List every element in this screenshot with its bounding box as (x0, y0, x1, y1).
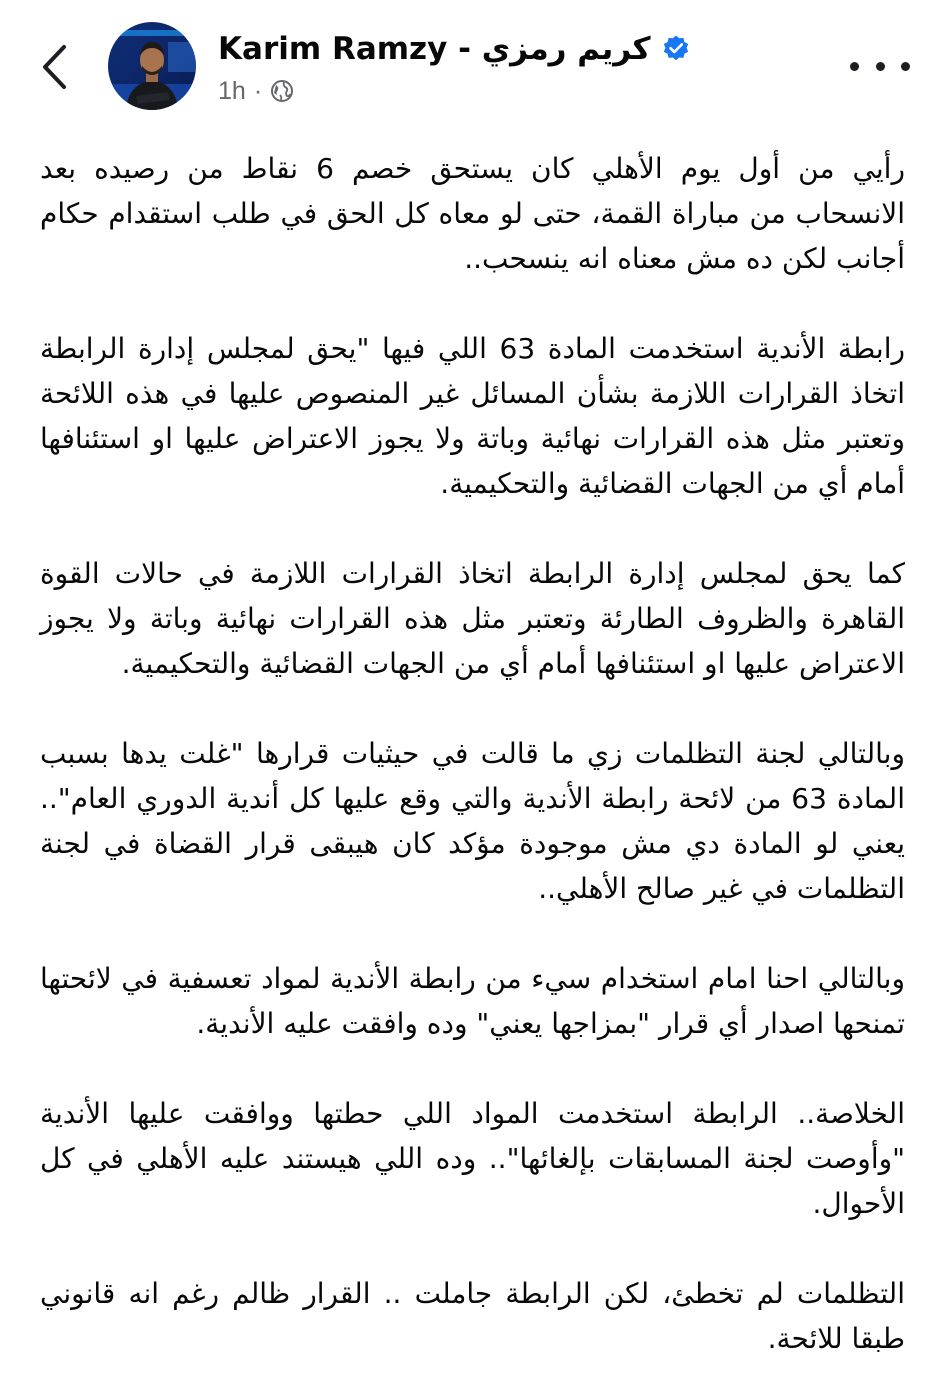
avatar[interactable] (108, 22, 196, 110)
meta-separator: · (253, 76, 263, 105)
more-options-button[interactable] (850, 46, 910, 86)
verified-badge-icon (661, 34, 691, 64)
post-paragraph: وبالتالي لجنة التظلمات زي ما قالت في حيثيات قرارها "غلت يدها بسبب المادة 63 من لائحة رابطة الأندية والتي وقع عليها كل أندية الدوري العام".. يعني لو المادة دي مش موجودة مؤكد كان هيبقى قرار القضاة في لجنة التظلمات في غير صالح الأهلي.. (40, 737, 905, 905)
post-paragraph: رابطة الأندية استخدمت المادة 63 اللي فيها "يحق لمجلس إدارة الرابطة اتخاذ القرارات اللازمة بشأن المسائل غير المنصوص عليها في هذه اللائحة وتعتبر مثل هذه القرارات نهائية وباتة ولا يجوز الاعتراض عليها او استئنافها أمام أي من الجهات القضائية والتحكيمية. (40, 332, 905, 500)
post-paragraph: وبالتالي احنا امام استخدام سيء من رابطة الأندية لمواد تعسفية في لائحتها تمنحها اصدار أي قرار "بمزاجها يعني" وده وافقت عليه الأندية. (40, 962, 905, 1040)
globe-icon[interactable] (270, 79, 294, 103)
chevron-left-icon (40, 44, 68, 90)
author-name[interactable]: Karim Ramzy - كريم رمزي (218, 31, 651, 67)
author-row (218, 26, 691, 72)
post-text (40, 146, 905, 1361)
back-button[interactable] (30, 38, 78, 96)
post-paragraph: رأيي من أول يوم الأهلي كان يستحق خصم 6 نقاط من رصيده بعد الانسحاب من مباراة القمة، حتى لو معاه كل الحق في طلب استقدام حكام أجانب لكن ده مش معناه انه ينسحب.. (40, 152, 905, 275)
post-header (0, 0, 930, 130)
post-timestamp[interactable]: 1h (218, 76, 246, 105)
more-horizontal-icon (850, 62, 859, 71)
post-meta (218, 74, 294, 108)
post-paragraph: كما يحق لمجلس إدارة الرابطة اتخاذ القرارات اللازمة في حالات القوة القاهرة والظروف الطارئة وتعتبر مثل هذه القرارات نهائية وباتة ولا يجوز الاعتراض عليها او استئنافها أمام أي من الجهات القضائية والتحكيمية. (40, 557, 905, 680)
avatar-image (108, 22, 196, 110)
post-paragraph: التظلمات لم تخطئ، لكن الرابطة جاملت .. القرار ظالم رغم انه قانوني طبقا للائحة. (40, 1277, 905, 1355)
post-paragraph: الخلاصة.. الرابطة استخدمت المواد اللي حطتها ووافقت عليها الأندية "وأوصت لجنة المسابقات بإلغائها".. وده اللي هيستند عليه الأهلي في كل الأحوال. (40, 1097, 905, 1220)
